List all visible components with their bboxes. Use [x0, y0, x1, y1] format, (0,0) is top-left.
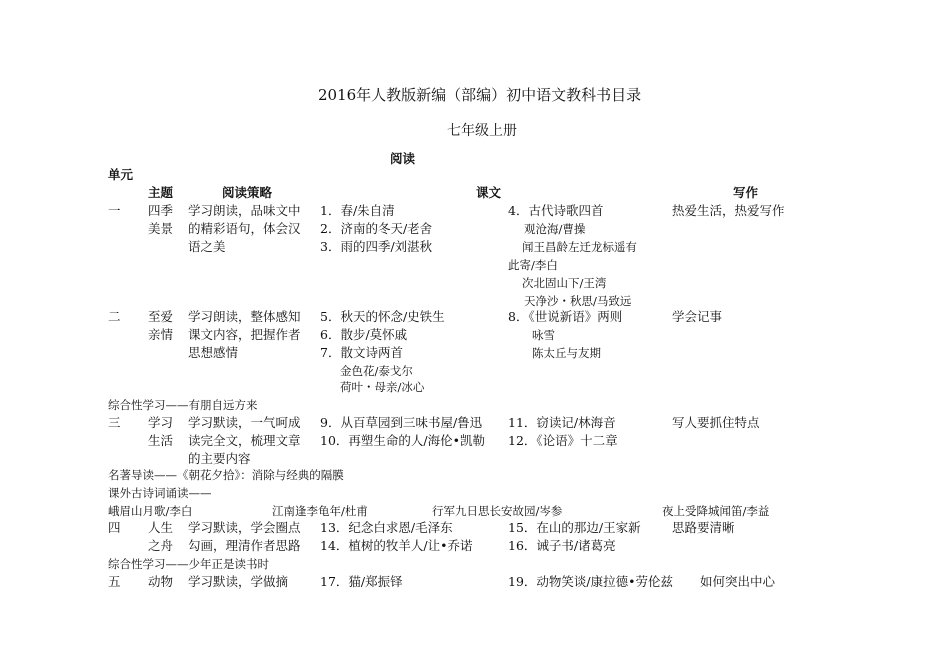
- unit-strategy-line: 学习朗读，品味文中: [188, 203, 301, 218]
- text-item: 11．窃读记/林海音: [508, 415, 616, 430]
- header-theme: 主题: [148, 185, 174, 200]
- page-title: 2016年人教版新编（部编）初中语文教科书目录: [318, 86, 642, 104]
- text-item: 金色花/泰戈尔: [340, 364, 413, 378]
- comprehensive-study: 综合性学习——有朋自远方来: [108, 398, 258, 412]
- text-item: 闻王昌龄左迁龙标遥有: [522, 240, 637, 254]
- unit-strategy-line: 课文内容，把握作者: [188, 327, 301, 342]
- unit-theme-line: 亲情: [148, 327, 174, 342]
- text-item: 16．诫子书/诸葛亮: [508, 538, 616, 553]
- unit-number: 一: [108, 203, 121, 218]
- text-item: 2．济南的冬天/老舍: [320, 221, 433, 236]
- unit-strategy-line: 学习默读，学会圈点: [188, 520, 301, 535]
- header-writing: 写作: [733, 185, 759, 200]
- unit-theme-line: 学习: [148, 415, 174, 430]
- text-item: 4．古代诗歌四首: [508, 203, 604, 218]
- unit-strategy-line: 学习朗读，整体感知: [188, 309, 301, 324]
- famous-book-guide: 名著导读——《朝花夕拾》：消除与经典的隔膜: [108, 468, 344, 482]
- unit-writing: 写人要抓住特点: [672, 415, 760, 430]
- text-item: 3．雨的四季/刘湛秋: [320, 239, 433, 254]
- text-item: 13．纪念白求恩/毛泽东: [320, 520, 453, 535]
- unit-writing: 如何突出中心: [700, 574, 776, 589]
- text-item: 次北固山下/王湾: [522, 276, 607, 290]
- header-texts: 课文: [476, 185, 502, 200]
- unit-number: 五: [108, 574, 121, 589]
- unit-theme-line: 之舟: [148, 538, 174, 553]
- text-item: 17．猫/郑振铎: [320, 574, 403, 589]
- text-item: 10．再塑生命的人/海伦•凯勒: [320, 433, 485, 448]
- poem-item: 江南逢李龟年/杜甫: [272, 504, 368, 518]
- unit-theme-line: 四季: [148, 203, 174, 218]
- unit-strategy-line: 语之美: [188, 239, 226, 254]
- unit-number: 二: [108, 309, 121, 324]
- text-item: 1．春/朱自清: [320, 203, 395, 218]
- unit-strategy-line: 的精彩语句，体会汉: [188, 221, 301, 236]
- text-item: 6．散步/莫怀戚: [320, 327, 408, 342]
- unit-writing: 学会记事: [672, 309, 723, 324]
- unit-theme-line: 至爱: [148, 309, 174, 324]
- unit-theme-line: 人生: [148, 520, 174, 535]
- text-item: 9．从百草园到三味书屋/鲁迅: [320, 415, 483, 430]
- text-item: 14．植树的牧羊人/让•乔诺: [320, 538, 473, 553]
- unit-strategy-line: 勾画，理清作者思路: [188, 538, 301, 553]
- unit-theme-line: 美景: [148, 221, 174, 236]
- unit-number: 四: [108, 520, 121, 535]
- text-item: 12．《论语》十二章: [508, 433, 618, 448]
- poem-item: 夜上受降城闻笛/李益: [662, 504, 770, 518]
- poem-item: 行军九日思长安故园/岑参: [432, 504, 563, 518]
- header-unit: 单元: [108, 167, 134, 182]
- text-item: 咏雪: [532, 328, 555, 342]
- comprehensive-study: 综合性学习——少年正是读书时: [108, 557, 269, 571]
- unit-number: 三: [108, 415, 121, 430]
- text-item: 5．秋天的怀念/史铁生: [320, 309, 445, 324]
- text-item: 天净沙・秋思/马致远: [524, 294, 632, 308]
- text-item: 陈太丘与友期: [532, 346, 601, 360]
- extra-poems-title: 课外古诗词诵读——: [108, 486, 212, 500]
- poem-item: 峨眉山月歌/李白: [108, 504, 193, 518]
- text-item: 观沧海/曹操: [524, 222, 586, 236]
- text-item: 此寄/李白: [508, 258, 558, 272]
- grade-title: 七年级上册: [447, 123, 517, 139]
- unit-strategy-line: 读完全文，梳理文章: [188, 433, 301, 448]
- text-item: 15．在山的那边/王家新: [508, 520, 641, 535]
- unit-strategy-line: 的主要内容: [188, 451, 251, 466]
- unit-writing: 热爱生活，热爱写作: [672, 203, 785, 218]
- unit-writing: 思路要清晰: [672, 520, 735, 535]
- text-item: 8．《世说新语》两则: [508, 309, 623, 324]
- text-item: 7．散文诗两首: [320, 345, 403, 360]
- unit-strategy-line: 思想感情: [188, 345, 239, 360]
- unit-theme-line: 生活: [148, 433, 174, 448]
- text-item: 荷叶・母亲/冰心: [340, 380, 425, 394]
- header-strategy: 阅读策略: [222, 185, 273, 200]
- unit-theme-line: 动物: [148, 574, 174, 589]
- unit-strategy-line: 学习默读，学做摘: [188, 574, 289, 589]
- unit-strategy-line: 学习默读，一气呵成: [188, 415, 301, 430]
- section-label: 阅读: [390, 151, 416, 166]
- text-item: 19．动物笑谈/康拉德•劳伦兹: [508, 574, 673, 589]
